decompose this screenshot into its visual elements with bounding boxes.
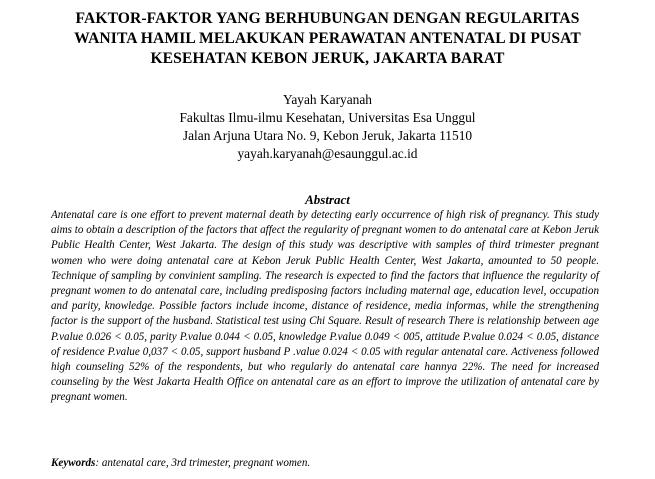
keywords-label: Keywords bbox=[51, 457, 96, 469]
author-affiliation: Fakultas Ilmu-ilmu Kesehatan, Universitas Esa Unggul bbox=[179, 110, 476, 125]
title-line-1: FAKTOR-FAKTOR YANG BERHUBUNGAN DENGAN REGULARITAS bbox=[75, 10, 580, 27]
author-address: Jalan Arjuna Utara No. 9, Kebon Jeruk, Jakarta 11510 bbox=[182, 128, 473, 143]
title-line-3: KESEHATAN KEBON JERUK, JAKARTA BARAT bbox=[150, 50, 505, 67]
abstract-body: Antenatal care is one effort to prevent maternal death by detecting early occurrence of high risk of pregnancy. This study aims to obtain a description of the factors that affect the regularity of pregnant women to do antenatal care at Kebon Jeruk Public Health Center, West Jakarta. The design of this study was descriptive with samples of third trimester pregnant women who were doing antenatal care at Kebon Jeruk Public Health Center, West Jakarta, amounted to 50 people. Technique of sampling by convinient sampling. The research is expected to find the factors that influence the regularity of pregnant women to do antenatal care, including predisposing factors including maternal age, education level, occupation and parity, knowledge. Possible factors include income, distance of residence, media informas, while the strengthening factor is the support of the husband. Statistical test using Chi Square. Result of research There is relationship between age P.value 0.026 < 0.05, parity P.value 0.044 < 0.05, knowledge P.value 0.049 < 005, attitude P.value 0.024 < 0.05, distance of residence P.value 0,037 < 0.05, support husband P .value 0.024 < 0.05 with regular antenatal care. Activeness followed high counseling 52% of the respondents, but who regularly do antenatal care hannya 22%. The need for increased counseling by the West Jakarta Health Office on antenatal care as an effort to improve the utilization of antenatal care by pregnant women. bbox=[51, 209, 599, 404]
paper-title bbox=[8, 9, 647, 69]
title-line-2: WANITA HAMIL MELAKUKAN PERAWATAN ANTENATAL DI PUSAT bbox=[74, 30, 581, 47]
abstract-heading: Abstract bbox=[305, 192, 350, 207]
author-name: Yayah Karyanah bbox=[283, 92, 372, 107]
keywords-text: : antenatal care, 3rd trimester, pregnant women. bbox=[95, 457, 311, 469]
author-block bbox=[0, 91, 655, 163]
author-email: yayah.karyanah@esaunggul.ac.id bbox=[237, 146, 418, 161]
keywords-line bbox=[51, 456, 599, 471]
